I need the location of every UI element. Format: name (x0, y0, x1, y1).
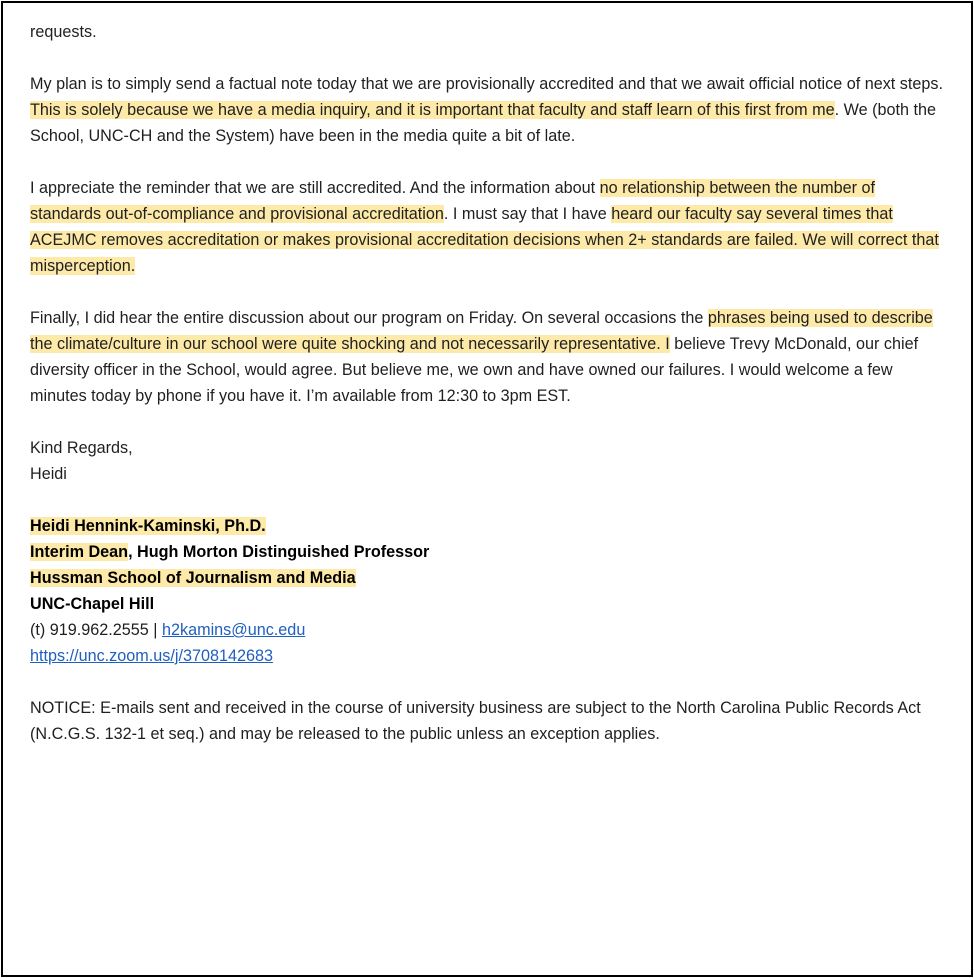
closing: Kind Regards, (30, 439, 133, 457)
text-requests: requests. (30, 23, 97, 41)
signature-university: UNC-Chapel Hill (30, 595, 155, 613)
p1-highlight: This is solely because we have a media inquiry, and it is important that faculty and staff learn of this first from me (30, 101, 835, 119)
p2-text-c: . I must say that I have (443, 205, 607, 223)
p1-text-c: . We (both the School, UNC-CH and the System) have been in the media quite a bit of late. (30, 101, 937, 145)
p1-text-a: My plan is to simply send a factual note today that we are provisionally accredited and that we await official notice of next steps. (30, 75, 943, 93)
notice-text: NOTICE: E-mails sent and received in the course of university business are subject to the North Carolina Public Records Act (N.C.G.S. 132-1 et seq.) and may be released to the public unless an exception applies. (30, 699, 921, 743)
p3-text-c: believe Trevy McDonald, our chief diversity officer in the School, would agree. But believe me, we own and have owned our failures. I would welcome a few minutes today by phone if you have it. I’m available from 12:30 to 3pm EST. (30, 335, 919, 405)
paragraph-3 (30, 305, 950, 409)
email-body (30, 19, 950, 747)
paragraph-0 (30, 19, 950, 45)
zoom-link[interactable]: https://unc.zoom.us/j/3708142683 (30, 647, 273, 665)
email-link[interactable]: h2kamins@unc.edu (162, 621, 306, 639)
paragraph-2 (30, 175, 950, 279)
signature-school: Hussman School of Journalism and Media (30, 569, 356, 587)
signature-name: Heidi Hennink-Kaminski, Ph.D. (30, 517, 266, 535)
p2-highlight-1: no relationship between the number of standards out-of-compliance and provisional accreditation (30, 179, 875, 223)
p3-highlight: phrases being used to describe the climate/culture in our school were quite shocking and not necessarily representative. I (30, 309, 933, 353)
document-frame (1, 1, 973, 977)
signoff: Heidi (30, 465, 67, 483)
signature-title-a: Interim Dean (30, 543, 129, 561)
signature-block (30, 513, 950, 669)
signature-phone: (t) 919.962.2555 | (30, 621, 162, 639)
p2-text-a: I appreciate the reminder that we are still accredited. And the information about (30, 179, 596, 197)
p3-text-a: Finally, I did hear the entire discussion about our program on Friday. On several occasions the (30, 309, 704, 327)
signature-title-b: , Hugh Morton Distinguished Professor (128, 543, 430, 561)
p2-highlight-2: heard our faculty say several times that ACEJMC removes accreditation or makes provisional accreditation decisions when 2+ standards are failed. We will correct that misperception. (30, 205, 939, 275)
paragraph-1 (30, 71, 950, 149)
